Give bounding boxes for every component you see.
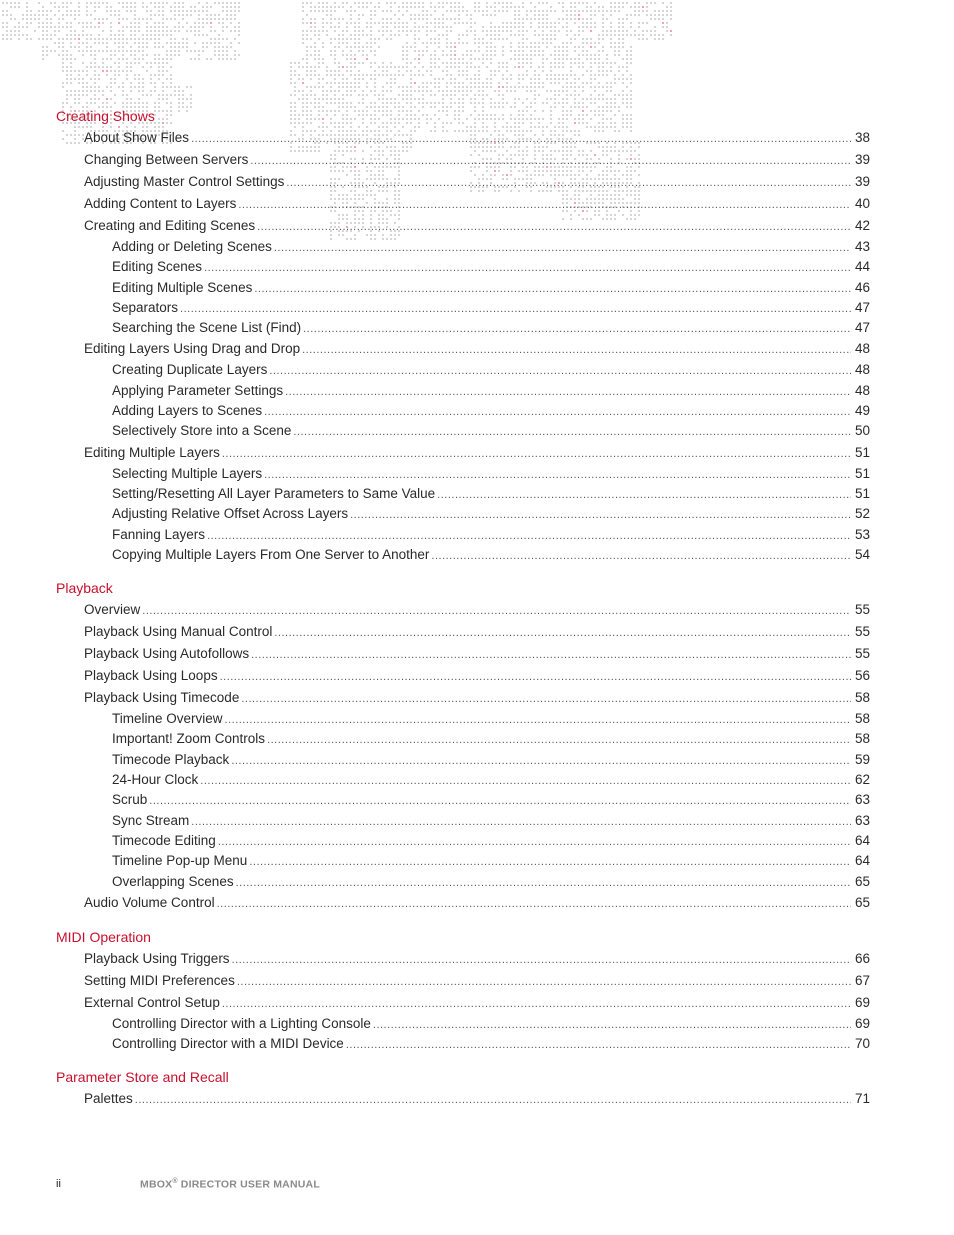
- toc-entry-page: 65: [854, 873, 870, 889]
- toc-entry[interactable]: [56, 851, 870, 871]
- toc-section: [56, 1067, 870, 1110]
- dot-leader: [231, 751, 851, 771]
- toc-entry[interactable]: [56, 298, 870, 318]
- toc-entry-label: Selectively Store into a Scene: [112, 423, 292, 439]
- toc-entry-page: 70: [854, 1036, 870, 1052]
- toc-entry-page: 66: [854, 950, 870, 966]
- toc-entry-label: Timeline Overview: [112, 711, 223, 727]
- toc-entry[interactable]: [56, 525, 870, 545]
- toc-entry-label: 24-Hour Clock: [112, 772, 199, 788]
- dot-leader: [250, 150, 851, 172]
- dot-leader: [285, 382, 851, 402]
- toc-entry[interactable]: [56, 381, 870, 401]
- dot-leader: [264, 402, 851, 422]
- section-title[interactable]: MIDI Operation: [56, 928, 151, 945]
- section-title[interactable]: Creating Shows: [56, 108, 155, 124]
- dot-leader: [232, 949, 851, 971]
- dot-leader: [267, 730, 851, 750]
- toc-entry[interactable]: [56, 401, 870, 421]
- toc-entry-label: Playback Using Loops: [84, 668, 218, 684]
- toc-entry-label: Scrub: [112, 792, 148, 808]
- toc-entry-label: Audio Volume Control: [84, 894, 215, 910]
- toc-entry-label: Timecode Editing: [112, 832, 216, 848]
- toc-entry-label: Playback Using Triggers: [84, 950, 230, 966]
- toc-entry-page: 40: [854, 196, 870, 211]
- toc-entry-page: 43: [854, 239, 870, 254]
- toc-entry-page: 48: [854, 341, 870, 357]
- toc-section: [56, 578, 870, 914]
- toc-entry[interactable]: [56, 464, 870, 484]
- toc-entry-page: 50: [854, 423, 870, 439]
- toc-entry-label: Adding Content to Layers: [84, 196, 237, 211]
- manual-title: [140, 1178, 320, 1191]
- toc-entry-label: Adding or Deleting Scenes: [112, 239, 272, 254]
- toc-entry-page: 62: [854, 772, 870, 788]
- toc-entry-page: 63: [854, 812, 870, 828]
- toc-entry-label: Timeline Pop-up Menu: [112, 853, 248, 869]
- toc-entry-page: 69: [854, 1015, 870, 1031]
- toc-entry-page: 48: [854, 362, 870, 378]
- dot-leader: [293, 422, 851, 442]
- toc-entry-page: 55: [854, 602, 870, 618]
- dot-leader: [142, 600, 851, 622]
- dot-leader: [350, 505, 851, 525]
- dot-leader: [303, 319, 851, 339]
- toc-entry[interactable]: [56, 770, 870, 790]
- toc-entry[interactable]: [56, 360, 870, 380]
- section-title[interactable]: Playback: [56, 580, 113, 597]
- toc-entry[interactable]: [56, 970, 870, 992]
- dot-leader: [241, 688, 851, 710]
- toc-entry-page: 64: [854, 832, 870, 848]
- table-of-contents: [56, 106, 870, 1123]
- dot-leader: [222, 993, 851, 1015]
- dot-leader: [204, 258, 851, 278]
- toc-entry-label: About Show Files: [84, 130, 190, 145]
- dot-leader: [302, 339, 851, 361]
- toc-entry-label: Setting/Resetting All Layer Parameters to Same Value: [112, 485, 436, 501]
- dot-leader: [237, 971, 851, 993]
- toc-entry-label: Fanning Layers: [112, 526, 206, 542]
- toc-entry-page: 67: [854, 972, 870, 988]
- dot-leader: [207, 526, 851, 546]
- dot-leader: [437, 485, 851, 505]
- toc-entry[interactable]: [56, 892, 870, 914]
- toc-entry-page: 49: [854, 403, 870, 419]
- toc-entry-label: Adding Layers to Scenes: [112, 403, 263, 419]
- toc-entry-page: 64: [854, 853, 870, 869]
- toc-entry-page: 47: [854, 320, 870, 336]
- toc-entry[interactable]: [56, 948, 870, 970]
- toc-entry-label: Playback Using Manual Control: [84, 624, 273, 640]
- toc-entry-page: 47: [854, 299, 870, 315]
- toc-entry-label: Controlling Director with a Lighting Console: [112, 1015, 371, 1031]
- dot-leader: [431, 546, 851, 566]
- toc-entry-label: Timecode Playback: [112, 751, 230, 767]
- toc-entry-label: Adjusting Relative Offset Across Layers: [112, 506, 349, 522]
- dot-leader: [373, 1015, 851, 1035]
- toc-entry-page: 51: [854, 444, 870, 460]
- toc-entry-label: Overview: [84, 602, 141, 618]
- toc-entry[interactable]: [56, 831, 870, 851]
- dot-leader: [238, 194, 851, 216]
- toc-entry[interactable]: [56, 643, 870, 665]
- toc-entry-label: Overlapping Scenes: [112, 873, 234, 889]
- dot-leader: [274, 622, 851, 644]
- dot-leader: [180, 299, 851, 319]
- toc-entry[interactable]: [56, 318, 870, 338]
- toc-section: [56, 106, 870, 565]
- toc-entry-label: Important! Zoom Controls: [112, 731, 266, 747]
- page-number: ii: [56, 1178, 61, 1190]
- toc-entry[interactable]: [56, 709, 870, 729]
- toc-entry[interactable]: [56, 484, 870, 504]
- toc-entry-page: 52: [854, 506, 870, 522]
- toc-entry[interactable]: [56, 790, 870, 810]
- toc-entry[interactable]: [56, 545, 870, 565]
- dot-leader: [135, 1089, 851, 1111]
- toc-entry-label: Editing Multiple Scenes: [112, 279, 253, 295]
- dot-leader: [269, 361, 851, 381]
- toc-entry-page: 54: [854, 546, 870, 562]
- toc-entry-page: 46: [854, 279, 870, 295]
- dot-leader: [200, 771, 851, 791]
- dot-leader: [251, 644, 851, 666]
- toc-entry-page: 51: [854, 485, 870, 501]
- dot-leader: [222, 443, 851, 465]
- toc-entry[interactable]: [56, 621, 870, 643]
- toc-entry-label: Selecting Multiple Layers: [112, 465, 263, 481]
- toc-entry[interactable]: [56, 1014, 870, 1034]
- toc-entry-label: Playback Using Timecode: [84, 690, 240, 706]
- toc-entry-label: Setting MIDI Preferences: [84, 972, 235, 988]
- dot-leader: [254, 279, 851, 299]
- toc-entry[interactable]: [56, 729, 870, 749]
- toc-entry[interactable]: [56, 750, 870, 770]
- toc-entry[interactable]: [56, 687, 870, 709]
- toc-entry-label: Adjusting Master Control Settings: [84, 174, 285, 189]
- toc-entry[interactable]: [56, 338, 870, 360]
- toc-entry-label: Palettes: [84, 1091, 133, 1107]
- toc-entry[interactable]: [56, 811, 870, 831]
- toc-entry-page: 55: [854, 646, 870, 662]
- toc-entry[interactable]: [56, 237, 870, 257]
- dot-leader: [264, 465, 851, 485]
- dot-leader: [286, 172, 851, 194]
- toc-entry[interactable]: [56, 127, 870, 149]
- dot-leader: [220, 666, 851, 688]
- toc-entry[interactable]: [56, 278, 870, 298]
- toc-entry-page: 58: [854, 731, 870, 747]
- toc-entry-page: 63: [854, 792, 870, 808]
- toc-entry-label: Separators: [112, 299, 179, 315]
- toc-entry-page: 58: [854, 711, 870, 727]
- toc-entry[interactable]: [56, 599, 870, 621]
- toc-entry-label: Controlling Director with a MIDI Device: [112, 1036, 344, 1052]
- toc-entry-label: External Control Setup: [84, 994, 220, 1010]
- toc-entry[interactable]: [56, 215, 870, 237]
- toc-entry-page: 51: [854, 465, 870, 481]
- toc-entry[interactable]: [56, 442, 870, 464]
- toc-entry-label: Creating Duplicate Layers: [112, 362, 268, 378]
- toc-entry-page: 48: [854, 382, 870, 398]
- dot-leader: [236, 873, 851, 893]
- toc-entry-page: 39: [854, 174, 870, 189]
- toc-entry[interactable]: [56, 421, 870, 441]
- dot-leader: [249, 852, 851, 872]
- toc-entry-page: 58: [854, 690, 870, 706]
- toc-entry-page: 53: [854, 526, 870, 542]
- dot-leader: [191, 812, 851, 832]
- toc-entry-page: 55: [854, 624, 870, 640]
- toc-entry[interactable]: [56, 504, 870, 524]
- registered-mark: ®: [172, 1178, 178, 1185]
- toc-entry-label: Searching the Scene List (Find): [112, 320, 302, 336]
- dot-leader: [274, 238, 851, 258]
- toc-entry-page: 56: [854, 668, 870, 684]
- dot-leader: [257, 216, 851, 238]
- toc-entry-page: 38: [854, 130, 870, 145]
- dot-leader: [225, 710, 851, 730]
- dot-leader: [217, 893, 851, 915]
- toc-entry-page: 59: [854, 751, 870, 767]
- toc-entry-page: 65: [854, 894, 870, 910]
- toc-entry-page: 71: [854, 1091, 870, 1107]
- toc-entry-label: Playback Using Autofollows: [84, 646, 250, 662]
- toc-entry[interactable]: [56, 171, 870, 193]
- toc-entry[interactable]: [56, 193, 870, 215]
- toc-entry-page: 69: [854, 994, 870, 1010]
- toc-entry-label: Editing Multiple Layers: [84, 444, 220, 460]
- toc-entry-page: 39: [854, 152, 870, 167]
- toc-entry-label: Editing Scenes: [112, 259, 203, 275]
- toc-entry-label: Applying Parameter Settings: [112, 382, 284, 398]
- toc-entry[interactable]: [56, 1088, 870, 1110]
- toc-entry-label: Creating and Editing Scenes: [84, 218, 256, 233]
- toc-entry[interactable]: [56, 665, 870, 687]
- toc-entry-page: 44: [854, 259, 870, 275]
- section-title[interactable]: Parameter Store and Recall: [56, 1069, 229, 1086]
- toc-entry[interactable]: [56, 872, 870, 892]
- toc-entry-label: Editing Layers Using Drag and Drop: [84, 341, 301, 357]
- dot-leader: [149, 791, 851, 811]
- toc-entry-page: 42: [854, 218, 870, 233]
- toc-entry-label: Changing Between Servers: [84, 152, 249, 167]
- toc-entry[interactable]: [56, 149, 870, 171]
- manual-suffix: DIRECTOR USER MANUAL: [177, 1178, 320, 1191]
- toc-entry[interactable]: [56, 257, 870, 277]
- manual-prefix: MBOX: [140, 1178, 173, 1191]
- dot-leader: [218, 832, 851, 852]
- toc-section: [56, 927, 870, 1055]
- toc-entry[interactable]: [56, 992, 870, 1014]
- toc-entry[interactable]: [56, 1034, 870, 1054]
- dot-leader: [191, 128, 851, 150]
- toc-entry-label: Sync Stream: [112, 812, 190, 828]
- dot-leader: [346, 1035, 851, 1055]
- toc-entry-label: Copying Multiple Layers From One Server to Another: [112, 546, 430, 562]
